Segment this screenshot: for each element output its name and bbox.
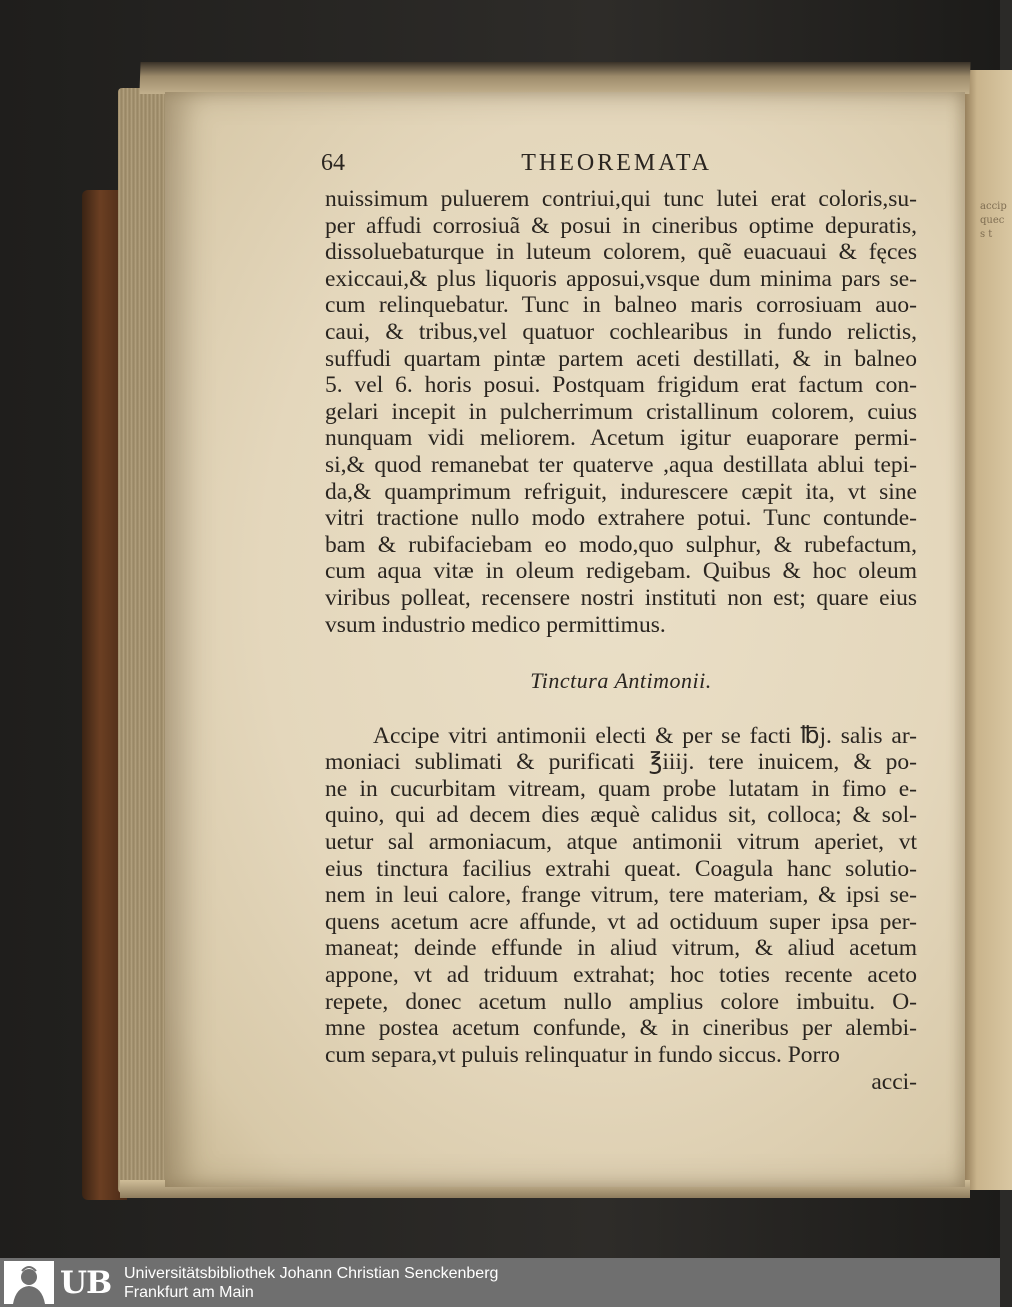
text-line: vitri tractione nullo modo extrahere potui. Tunc contunde-: [325, 505, 917, 532]
text-line: gelari incepit in pulcherrimum cristallinum colorem, cuius: [325, 398, 917, 425]
seal-icon: [4, 1261, 54, 1304]
page-stack-edge: [118, 88, 170, 1193]
text-line: eius tinctura facilius extrahi queat. Coagula hanc solutio-: [325, 855, 917, 882]
text-line: vsum industrio medico permittimus.: [325, 611, 666, 638]
paragraph-2: [325, 723, 917, 1069]
paragraph-1: [325, 186, 917, 638]
text-line: ne in cucurbitam vitream, quam probe lutatam in fimo e-: [325, 775, 917, 802]
library-logo[interactable]: [4, 1261, 116, 1304]
text-line: cum aqua vitæ in oleum redigebam. Quibus & hoc oleum: [325, 558, 917, 585]
facing-page-text: accip quec s t: [980, 201, 1007, 240]
text-line: quens acetum acre affunde, vt ad octiduum super ipsa per-: [325, 908, 917, 935]
text-line: dissoluebaturque in luteum colorem, quẽ euacuaui & fęces: [325, 239, 917, 266]
text-line: per affudi corrosiuã & posui in cineribus optime depuratis,: [325, 212, 917, 239]
text-line: exiccaui,& plus liquoris apposui,vsque dum minima pars se-: [325, 265, 917, 292]
text-line: da,& quamprimum refriguit, indurescere cæpit ita, vt sine: [325, 478, 917, 505]
text-line: bam & rubifaciebam eo modo,quo sulphur, & rubefactum,: [325, 531, 917, 558]
text-line: 5. vel 6. horis posui. Postquam frigidum erat factum con-: [325, 372, 917, 399]
ub-logo-text: UB: [60, 1264, 112, 1301]
page-text: [321, 150, 917, 1096]
text-line: mne postea acetum confunde, & in cineribus per alembi-: [325, 1015, 917, 1042]
running-head: THEOREMATA: [521, 150, 712, 176]
text-line: cum relinquebatur. Tunc in balneo maris corrosiuam auo-: [325, 292, 917, 319]
text-line: nem in leui calore, frange vitrum, tere materiam, & ipsi se-: [325, 882, 917, 909]
text-line: caui, & tribus,vel quatuor cochlearibus in fundo relictis,: [325, 318, 917, 345]
page-header: [321, 150, 917, 184]
text-line: suffudi quartam pintæ partem aceti destillati, & in balneo: [325, 345, 917, 372]
top-page-edge: [139, 62, 970, 94]
footer-bar: [0, 1258, 1000, 1307]
catchword: acci-: [871, 1069, 917, 1096]
text-line: viribus polleat, recensere nostri instituti non est; quare eius: [325, 584, 917, 611]
text-line: nuissimum puluerem contriui,qui tunc lutei erat coloris,su-: [325, 186, 917, 212]
text-line: quino, qui ad decem dies æquè calidus sit, colloca; & sol-: [325, 802, 917, 829]
text-line: nunquam vidi meliorem. Acetum igitur euaporare permi-: [325, 425, 917, 452]
section-title: Tinctura Antimonii.: [530, 668, 712, 694]
library-name: Universitätsbibliothek Johann Christian Senckenberg: [124, 1265, 499, 1282]
text-line: si,& quod remanebat ter quaterve ,aqua destillata ablui tepi-: [325, 451, 917, 478]
text-line: repete, donec acetum nullo amplius colore imbuitu. O-: [325, 988, 917, 1015]
text-line: uetur sal armoniacum, atque antimonii vitrum aperiet, vt: [325, 829, 917, 856]
library-city: Frankfurt am Main: [124, 1284, 254, 1301]
text-line: moniaci sublimati & purificati ℥iiij. tere inuicem, & po-: [325, 749, 917, 776]
text-line: appone, vt ad triduum extrahat; hoc toties recente aceto: [325, 962, 917, 989]
text-line: cum separa,vt puluis relinquatur in fundo siccus. Porro: [325, 1041, 840, 1068]
text-line: maneat; deinde effunde in aliud vitrum, & aliud acetum: [325, 935, 917, 962]
text-line: Accipe vitri antimonii electi & per se facti ℔j. salis ar-: [373, 722, 917, 749]
page-number: 64: [321, 150, 345, 176]
